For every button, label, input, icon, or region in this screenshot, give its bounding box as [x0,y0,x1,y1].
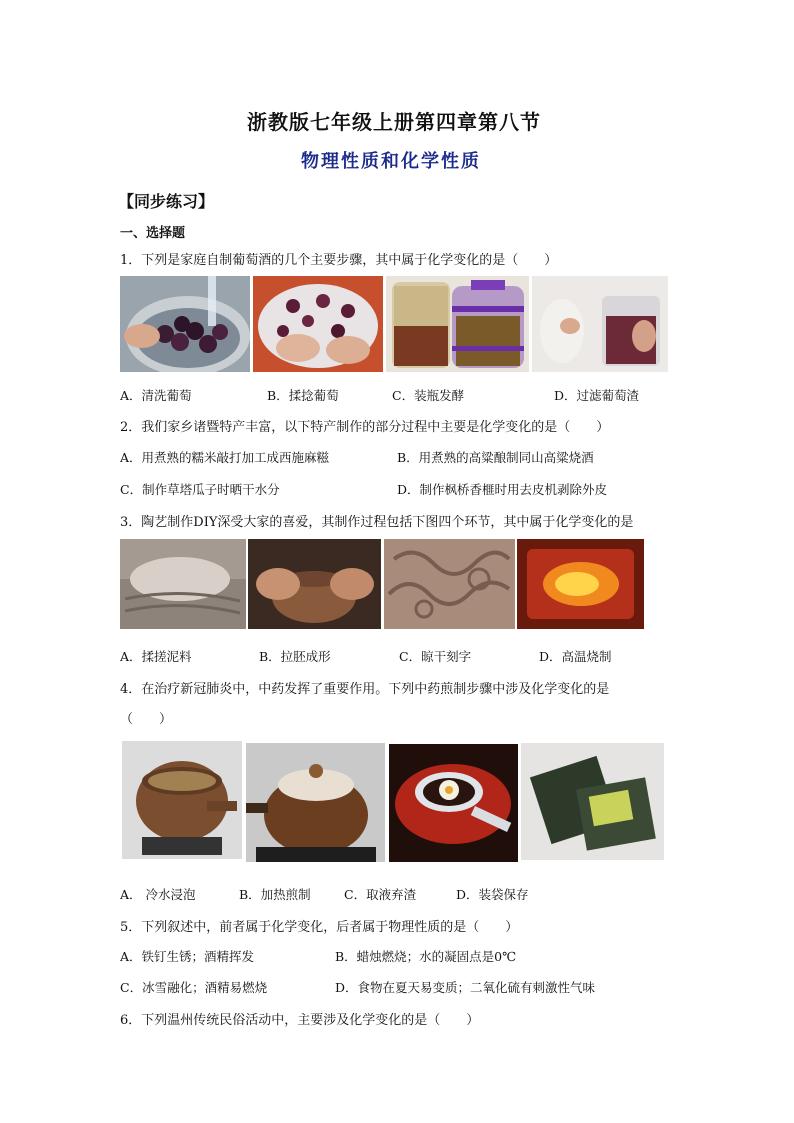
q1-image-bottle-ferment [386,276,529,372]
question-6-stem: 6．下列温州传统民俗活动中，主要涉及化学变化的是（ ） [120,1013,480,1028]
q3-image-kiln-fire [517,539,644,629]
q5-option-c[interactable]: C．冰雪融化；酒精易燃烧 [120,980,268,995]
question-4-stem: 4．在治疗新冠肺炎中，中药发挥了重要作用。下列中药煎制步骤中涉及化学变化的是 [120,682,610,697]
question-1-stem: 1．下列是家庭自制葡萄酒的几个主要步骤，其中属于化学变化的是（ ） [120,253,558,268]
q1-option-c[interactable]: C．装瓶发酵 [392,388,465,403]
q5-option-d[interactable]: D．食物在夏天易变质；二氧化硫有刺激性气味 [335,980,596,995]
q2-option-d[interactable]: D．制作枫桥香榧时用去皮机剥除外皮 [397,482,608,497]
part-label: 一、选择题 [120,226,186,241]
q3-option-a[interactable]: A．揉搓泥料 [120,649,192,664]
q4-option-c[interactable]: C．取液弃渣 [344,887,417,902]
q1-image-knead-grapes [253,276,383,372]
q1-image-wash-grapes [120,276,250,372]
q4-option-a[interactable]: A． 冷水浸泡 [120,887,196,902]
q4-image-strain-liquid [389,744,518,862]
q3-image-knead-clay [120,539,246,629]
question-3-stem: 3．陶艺制作DIY深受大家的喜爱，其制作过程包括下图四个环节，其中属于化学变化的是 [120,515,634,530]
q3-option-b[interactable]: B．拉胚成形 [259,649,331,664]
q3-option-d[interactable]: D．高温烧制 [539,649,612,664]
question-2-stem: 2．我们家乡诸暨特产丰富，以下特产制作的部分过程中主要是化学变化的是（ ） [120,420,610,435]
q3-image-throw-pot [248,539,381,629]
q1-option-a[interactable]: A．清洗葡萄 [120,388,192,403]
q4-option-d[interactable]: D．装袋保存 [456,887,529,902]
section-label: 【同步练习】 [118,192,215,211]
question-4-stem-cont: （ ） [120,712,173,727]
q2-option-b[interactable]: B．用煮熟的高粱酿制同山高粱烧酒 [397,450,594,465]
q4-option-b[interactable]: B．加热煎制 [239,887,311,902]
q2-option-c[interactable]: C．制作草塔瓜子时晒干水分 [120,482,280,497]
q1-image-filter-grapes [532,276,668,372]
q3-image-carve-clay [384,539,515,629]
q4-image-heat-decoct [246,743,385,862]
q5-option-b[interactable]: B．蜡烛燃烧；水的凝固点是0℃ [335,949,517,964]
q4-image-bag-store [521,743,664,860]
q5-option-a[interactable]: A．铁钉生锈；酒精挥发 [120,949,255,964]
page-title: 浙教版七年级上册第四章第八节 [247,110,541,134]
question-5-stem: 5．下列叙述中，前者属于化学变化，后者属于物理性质的是（ ） [120,920,519,935]
q2-option-a[interactable]: A．用煮熟的糯米敲打加工成西施麻糍 [120,450,330,465]
page-subtitle: 物理性质和化学性质 [301,151,481,172]
q4-image-soak-herbs [122,741,242,859]
q1-option-d[interactable]: D．过滤葡萄渣 [554,388,640,403]
q3-option-c[interactable]: C．晾干刻字 [399,649,472,664]
q1-option-b[interactable]: B．揉捻葡萄 [267,388,339,403]
